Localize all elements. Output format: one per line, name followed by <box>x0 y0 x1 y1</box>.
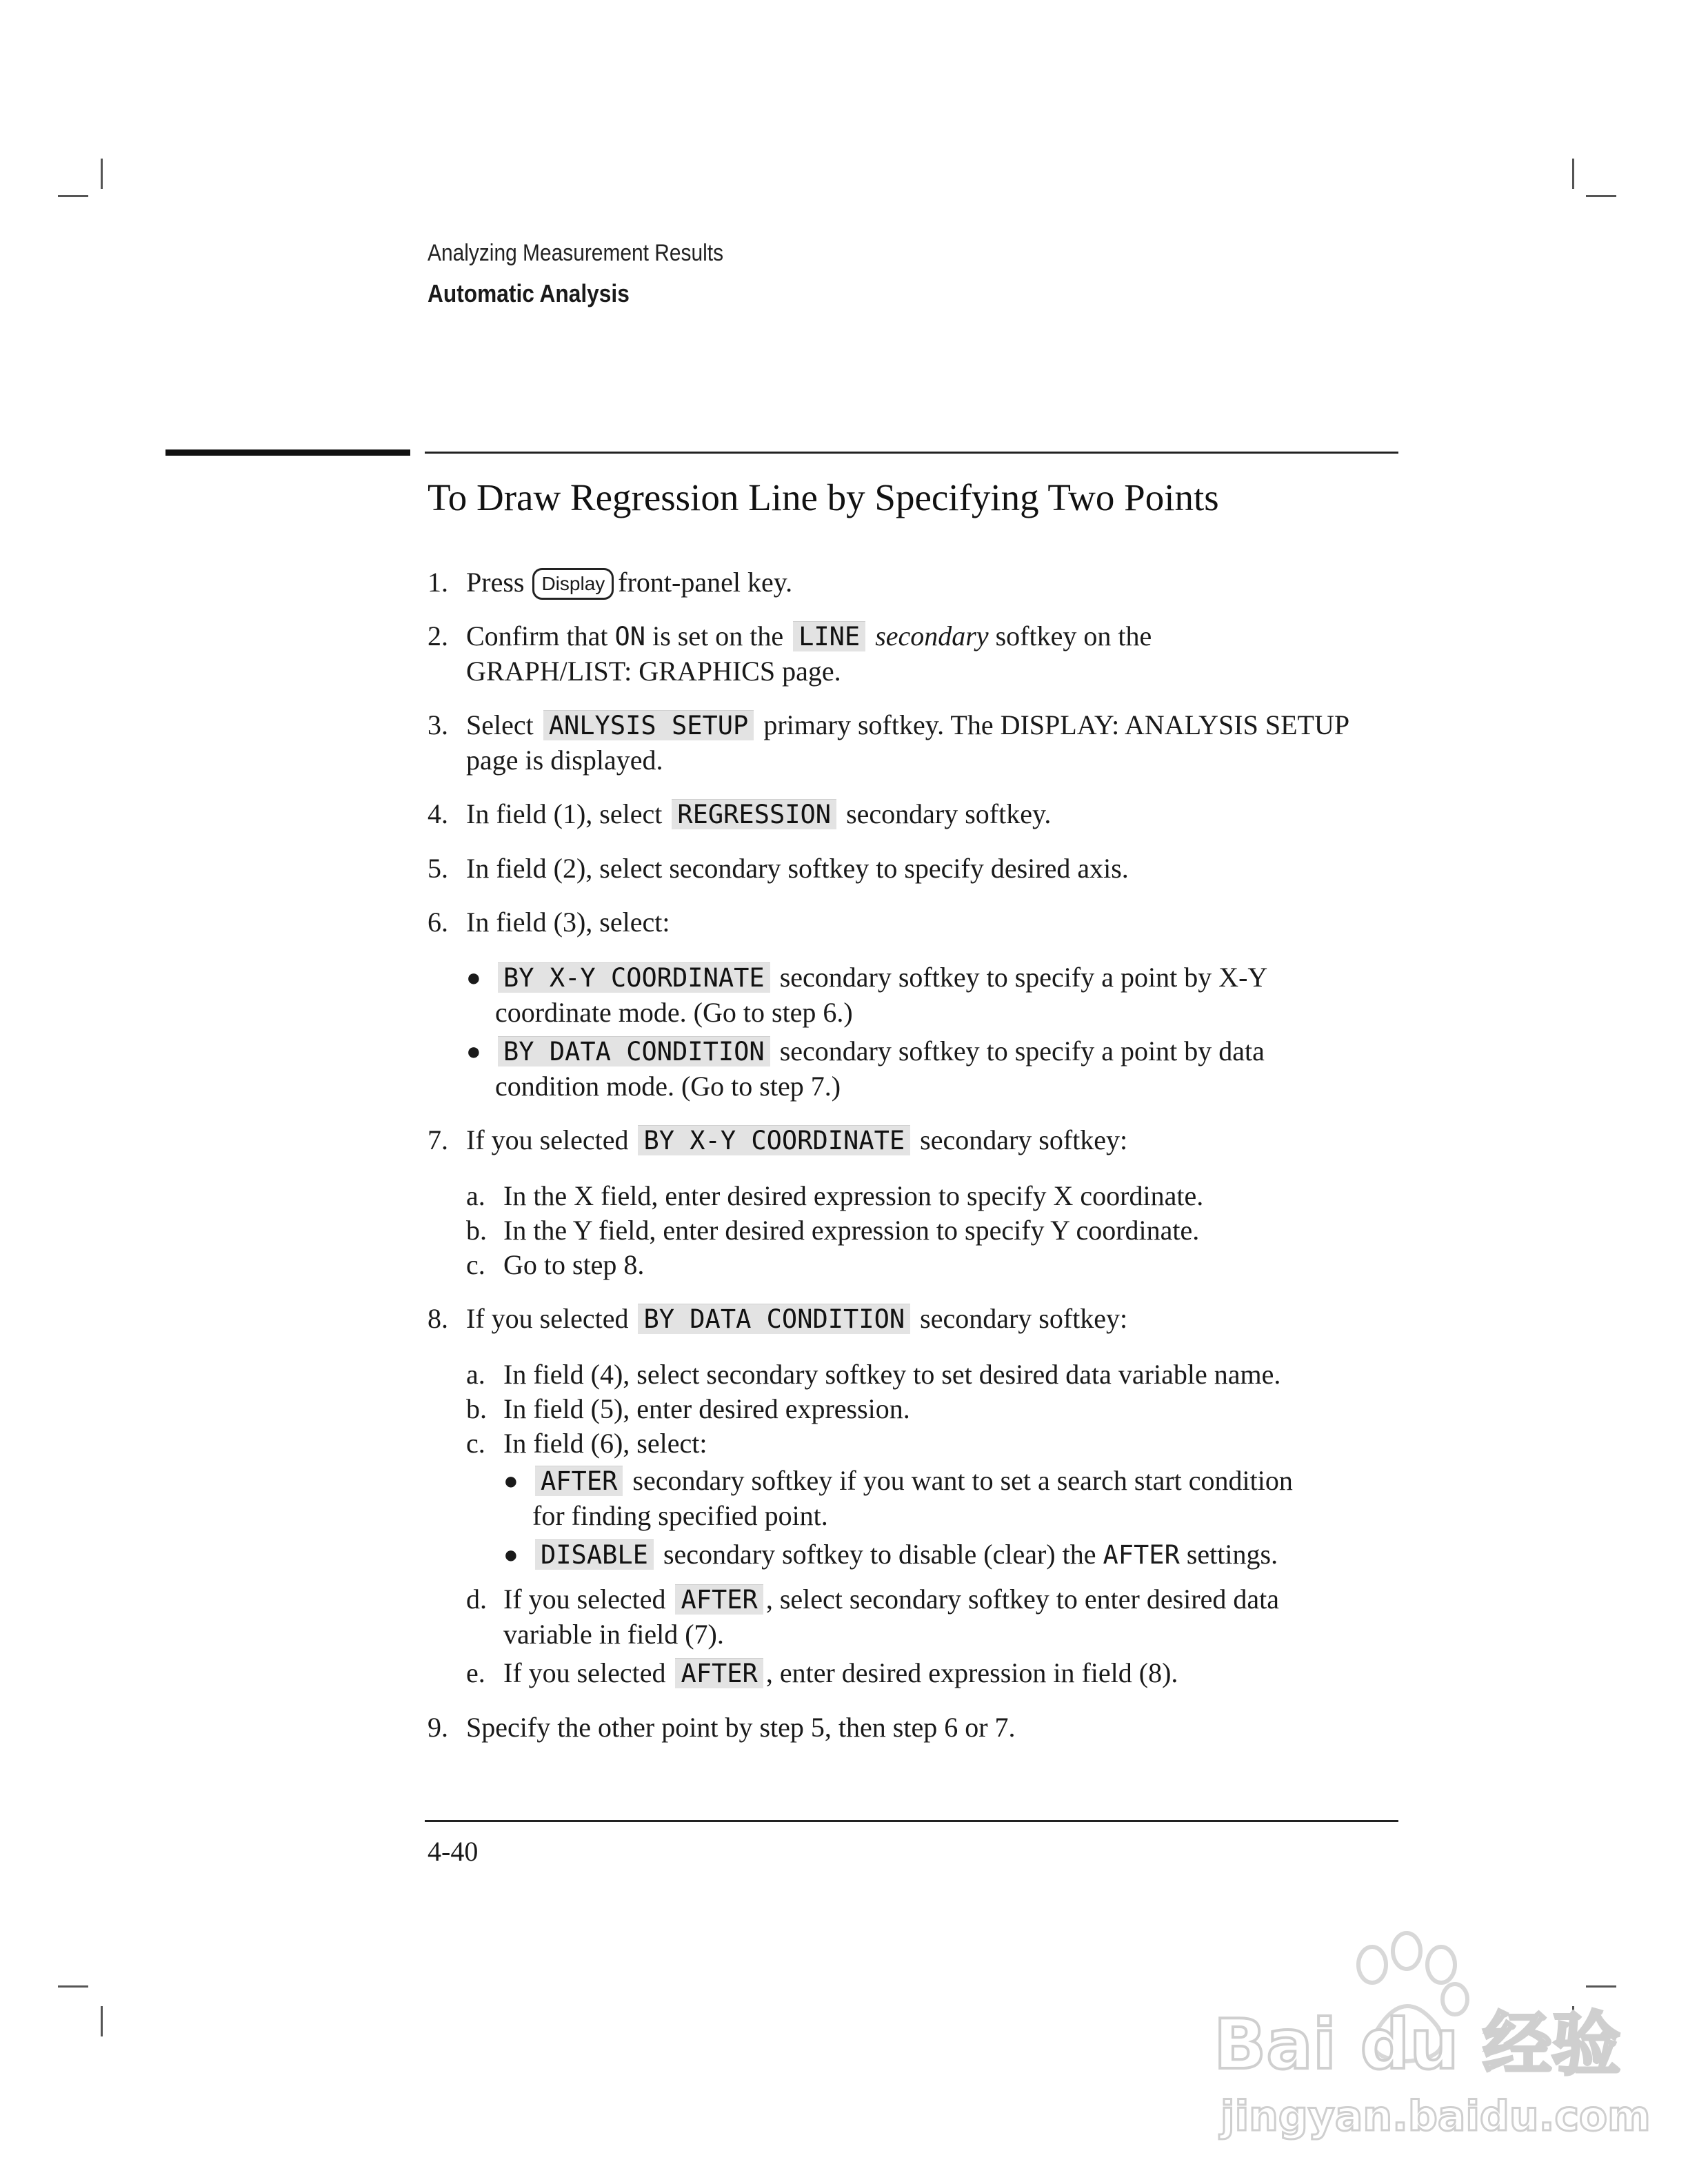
softkey-by-data-condition: BY DATA CONDITION <box>638 1304 910 1334</box>
step-number: 5. <box>428 853 448 884</box>
softkey-regression: REGRESSION <box>672 799 836 829</box>
list-item <box>503 1464 1393 1533</box>
step-text: coordinate mode. (Go to step 6.) <box>495 997 853 1028</box>
item-letter: a. <box>466 1359 485 1390</box>
step-text: In field (2), select secondary softkey to specify desired axis. <box>466 853 1129 884</box>
step-4 <box>428 797 1393 832</box>
display-key: Display <box>532 568 614 600</box>
item-letter: e. <box>466 1657 485 1688</box>
step-6 <box>428 905 1393 1104</box>
step-1 <box>428 565 1393 600</box>
section-title: Automatic Analysis <box>428 279 630 307</box>
step-text: for finding specified point. <box>532 1500 828 1531</box>
softkey-analysis-setup: ANLYSIS SETUP <box>543 710 754 740</box>
step-7 <box>428 1123 1393 1282</box>
list-item <box>466 1034 1393 1104</box>
step-text: Specify the other point by step 5, then step 6 or 7. <box>466 1712 1016 1743</box>
bullet-icon: ● <box>466 1038 481 1065</box>
step-text: If you selected <box>466 1124 629 1155</box>
softkey-disable: DISABLE <box>535 1539 654 1570</box>
baidu-watermark <box>1200 1923 1651 2151</box>
step-text: In field (4), select secondary softkey to set desired data variable name. <box>503 1359 1281 1390</box>
step-text: softkey on the <box>995 620 1152 651</box>
step-text: secondary softkey: <box>920 1124 1128 1155</box>
step-number: 4. <box>428 798 448 829</box>
crop-mark <box>101 2006 103 2036</box>
step-text: In field (3), select: <box>466 907 670 938</box>
step-text: In field (1), select <box>466 798 663 829</box>
list-item <box>466 1213 1393 1248</box>
watermark-url: jingyan.baidu.com <box>1220 2092 1651 2141</box>
list-item <box>466 1582 1393 1652</box>
crop-mark <box>1586 195 1616 197</box>
step-text: primary softkey. The DISPLAY: ANALYSIS SETUP <box>763 709 1350 740</box>
item-letter: a. <box>466 1180 485 1211</box>
step-text: settings. <box>1186 1539 1278 1570</box>
section-rule-thick <box>165 449 410 456</box>
step-number: 1. <box>428 567 448 598</box>
step-8 <box>428 1302 1393 1691</box>
step-text: Select <box>466 709 534 740</box>
step-text: Confirm that <box>466 620 608 651</box>
step-number: 7. <box>428 1124 448 1155</box>
chapter-title: Analyzing Measurement Results <box>428 240 724 266</box>
step-text: In field (5), enter desired expression. <box>503 1393 910 1424</box>
list-item <box>466 960 1393 1030</box>
page-title: To Draw Regression Line by Specifying Two Points <box>428 476 1219 518</box>
page-number: 4-40 <box>428 1836 479 1867</box>
list-item <box>466 1656 1393 1691</box>
step-number: 6. <box>428 907 448 938</box>
list-item <box>466 1179 1393 1213</box>
step-text: condition mode. (Go to step 7.) <box>495 1071 841 1102</box>
bullet-icon: ● <box>503 1541 519 1568</box>
step-text: In the X field, enter desired expression to specify X coordinate. <box>503 1180 1204 1211</box>
crop-mark <box>101 159 103 189</box>
item-letter: d. <box>466 1584 487 1615</box>
step-text: secondary softkey: <box>920 1303 1128 1334</box>
on-value: ON <box>614 622 646 651</box>
watermark-brand: Bai du 经验 <box>1214 2004 1621 2085</box>
softkey-after: AFTER <box>535 1466 623 1496</box>
item-letter: c. <box>466 1249 485 1280</box>
step-text: variable in field (7). <box>503 1619 724 1650</box>
step-3 <box>428 708 1393 778</box>
section-rule <box>425 452 1398 454</box>
softkey-line: LINE <box>793 621 865 651</box>
crop-mark <box>1572 159 1574 189</box>
softkey-after: AFTER <box>675 1658 763 1688</box>
step-text: page is displayed. <box>466 745 663 776</box>
step-text: front-panel key. <box>618 567 793 598</box>
list-item <box>503 1537 1393 1573</box>
list-item <box>466 1392 1393 1426</box>
running-header <box>428 240 764 308</box>
footer-rule <box>425 1820 1398 1822</box>
step-text: secondary softkey if you want to set a search start condition <box>632 1465 1293 1496</box>
step-text: In the Y field, enter desired expression to specify Y coordinate. <box>503 1215 1200 1246</box>
crop-mark <box>1586 1985 1616 1988</box>
step-text: If you selected <box>503 1657 666 1688</box>
step-2 <box>428 619 1393 689</box>
step-text: , select secondary softkey to enter desired data <box>765 1584 1279 1615</box>
softkey-by-xy-coordinate: BY X-Y COORDINATE <box>498 962 770 993</box>
crop-mark <box>58 195 88 197</box>
softkey-after: AFTER <box>675 1584 763 1615</box>
step-5 <box>428 851 1393 886</box>
after-keyword: AFTER <box>1103 1540 1180 1570</box>
list-item <box>466 1426 1393 1573</box>
crop-mark <box>58 1985 88 1988</box>
step-9 <box>428 1710 1393 1745</box>
step-text: secondary softkey to specify a point by X-Y <box>779 962 1268 993</box>
procedure-list <box>428 565 1393 1764</box>
item-letter: b. <box>466 1393 487 1424</box>
step-text-italic: secondary <box>875 620 989 651</box>
softkey-by-data-condition: BY DATA CONDITION <box>498 1036 770 1066</box>
bullet-icon: ● <box>466 964 481 991</box>
step-text: , enter desired expression in field (8). <box>765 1657 1178 1688</box>
step-text: If you selected <box>466 1303 629 1334</box>
step-text: Go to step 8. <box>503 1249 645 1280</box>
item-letter: b. <box>466 1215 487 1246</box>
list-item <box>466 1357 1393 1392</box>
list-item <box>466 1248 1393 1282</box>
step-text: If you selected <box>503 1584 666 1615</box>
step-number: 3. <box>428 709 448 740</box>
step-number: 2. <box>428 620 448 651</box>
softkey-by-xy-coordinate: BY X-Y COORDINATE <box>638 1125 910 1155</box>
item-letter: c. <box>466 1428 485 1459</box>
bullet-icon: ● <box>503 1467 519 1495</box>
step-text: secondary softkey to disable (clear) the <box>663 1539 1096 1570</box>
step-text: In field (6), select: <box>503 1428 707 1459</box>
step-text: Press <box>466 567 525 598</box>
step-text: secondary softkey to specify a point by data <box>779 1035 1265 1066</box>
step-number: 9. <box>428 1712 448 1743</box>
step-number: 8. <box>428 1303 448 1334</box>
step-text: secondary softkey. <box>846 798 1052 829</box>
step-text: GRAPH/LIST: GRAPHICS page. <box>466 656 841 687</box>
step-text: is set on the <box>652 620 784 651</box>
